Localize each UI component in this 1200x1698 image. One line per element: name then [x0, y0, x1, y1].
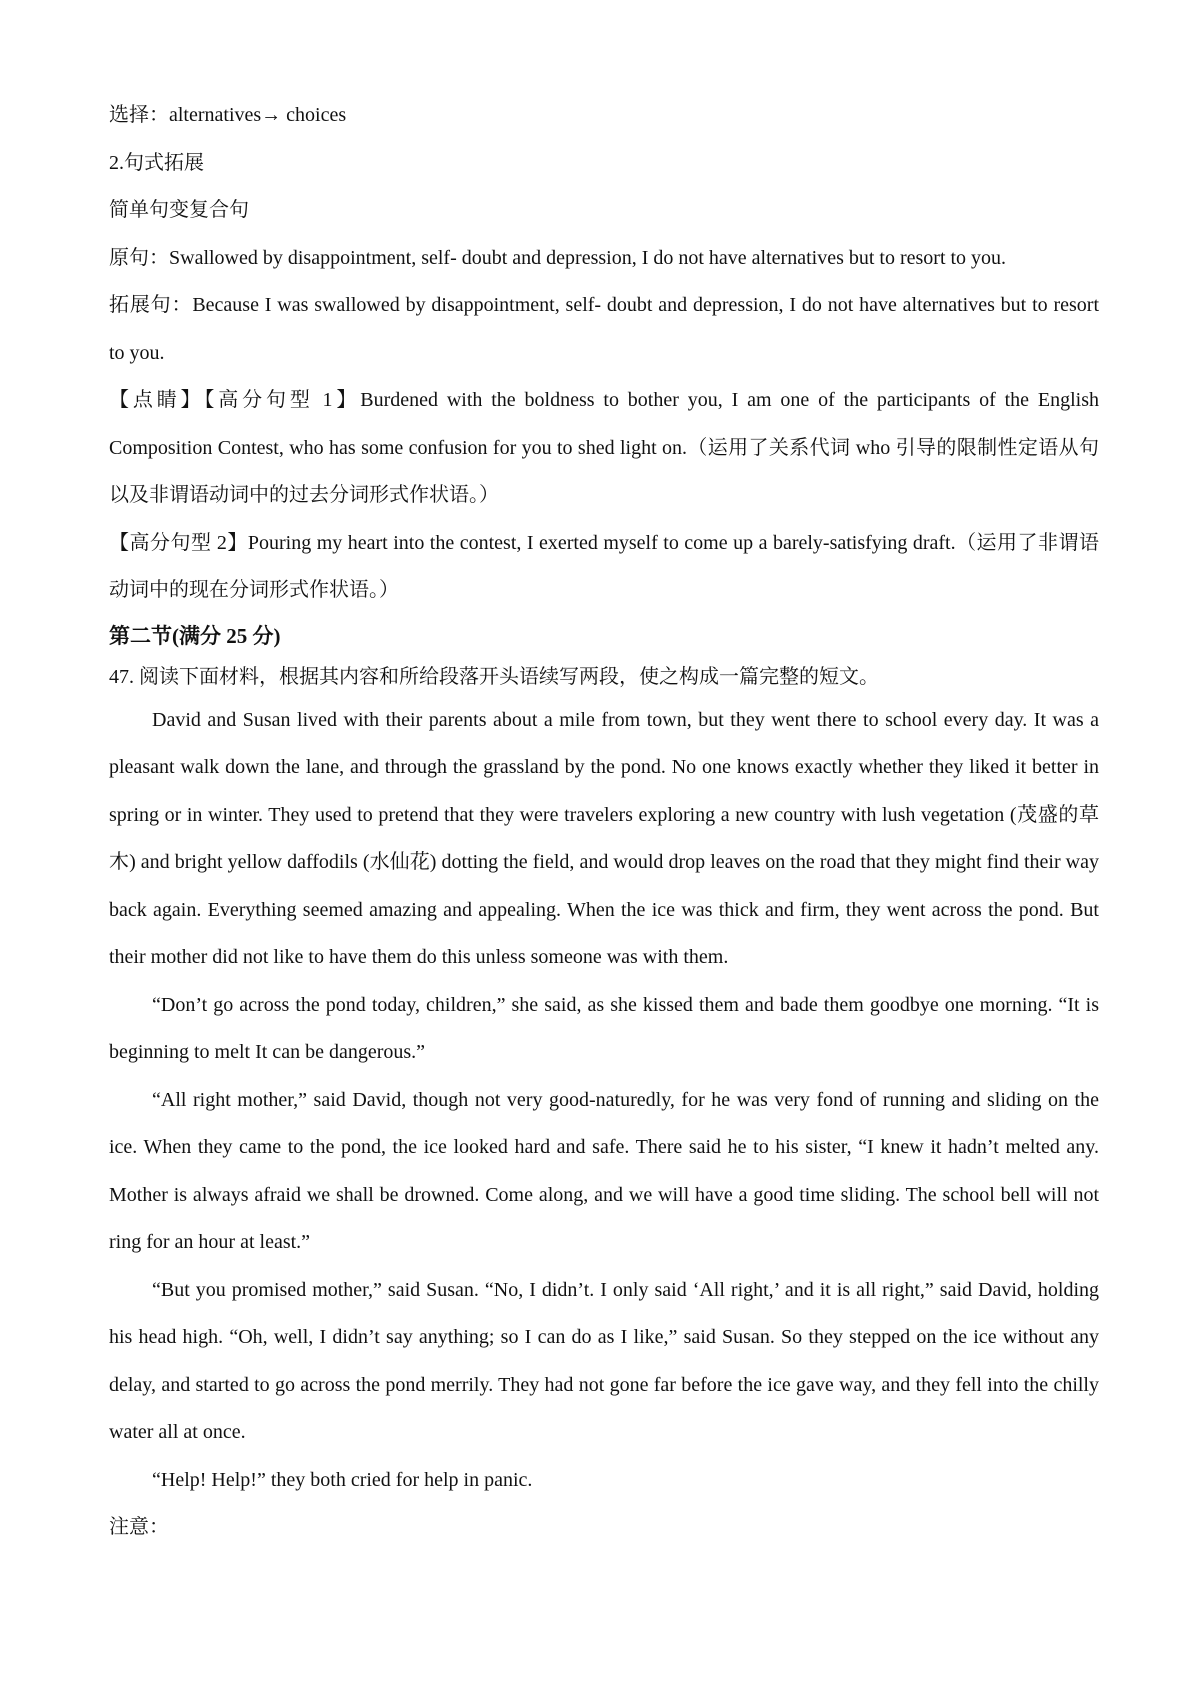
vocab-line: 选择：alternatives→ choices: [109, 104, 347, 126]
story-paragraph-2: “Don’t go across the pond today, children,” she said, as she kissed them and bade them goodbye one morning. “It is beginning to melt It can be dangerous.”: [109, 993, 1099, 1063]
document-page: [109, 92, 1099, 1552]
note-label: 注意：: [109, 1516, 169, 1538]
highlight-sentence-1: 【点睛】【高分句型 1】Burdened with the boldness to bother you, I am one of the participants of the English Composition Contest, who has some confusion for you to shed light on.（运用了关系代词 who 引导的限制性定语从句以及非谓语动词中的过去分词形式作状语。）: [109, 389, 1099, 506]
subsection-label: 简单句变复合句: [109, 199, 249, 221]
part-heading: 第二节(满分 25 分): [109, 623, 281, 648]
question-prompt: 47. 阅读下面材料，根据其内容和所给段落开头语续写两段，使之构成一篇完整的短文。: [109, 665, 879, 688]
story-paragraph-1: David and Susan lived with their parents about a mile from town, but they went there to school every day. It was a pleasant walk down the lane, and through the grassland by the pond. No one knows exactly whether they liked it better in spring or in winter. They used to pretend that they were travelers exploring a new country with lush vegetation (茂盛的草木) and bright yellow daffodils (水仙花) dotting the field, and would drop leaves on the road that they might find their way back again. Everything seemed amazing and appealing. When the ice was thick and firm, they went across the pond. But their mother did not like to have them do this unless someone was with them.: [109, 708, 1099, 968]
highlight-sentence-2: 【高分句型 2】Pouring my heart into the contest, I exerted myself to come up a barely-satisfying draft.（运用了非谓语动词中的现在分词形式作状语。）: [109, 531, 1099, 601]
story-passage: [109, 697, 1099, 1505]
original-sentence: 原句：Swallowed by disappointment, self- doubt and depression, I do not have alternatives but to resort to you.: [109, 246, 1007, 269]
story-paragraph-5: “Help! Help!” they both cried for help in panic.: [152, 1468, 533, 1491]
story-paragraph-4: “But you promised mother,” said Susan. “No, I didn’t. I only said ‘All right,’ and it is all right,” said David, holding his head high. “Oh, well, I didn’t say anything; so I can do as I like,” said Susan. So they stepped on the ice without any delay, and started to go across the pond merrily. They had not gone far before the ice gave way, and they fell into the chilly water all at once.: [109, 1278, 1099, 1443]
section-label: 2.句式拓展: [109, 151, 204, 174]
story-paragraph-3: “All right mother,” said David, though not very good-naturedly, for he was very fond of running and sliding on the ice. When they came to the pond, the ice looked hard and safe. There said he to his sister, “I knew it hadn’t melted any. Mother is always afraid we shall be drowned. Come along, and we will have a good time sliding. The school bell will not ring for an hour at least.”: [109, 1088, 1099, 1253]
expanded-sentence: 拓展句：Because I was swallowed by disappointment, self- doubt and depression, I do not have alternatives but to resort to you.: [109, 294, 1099, 364]
